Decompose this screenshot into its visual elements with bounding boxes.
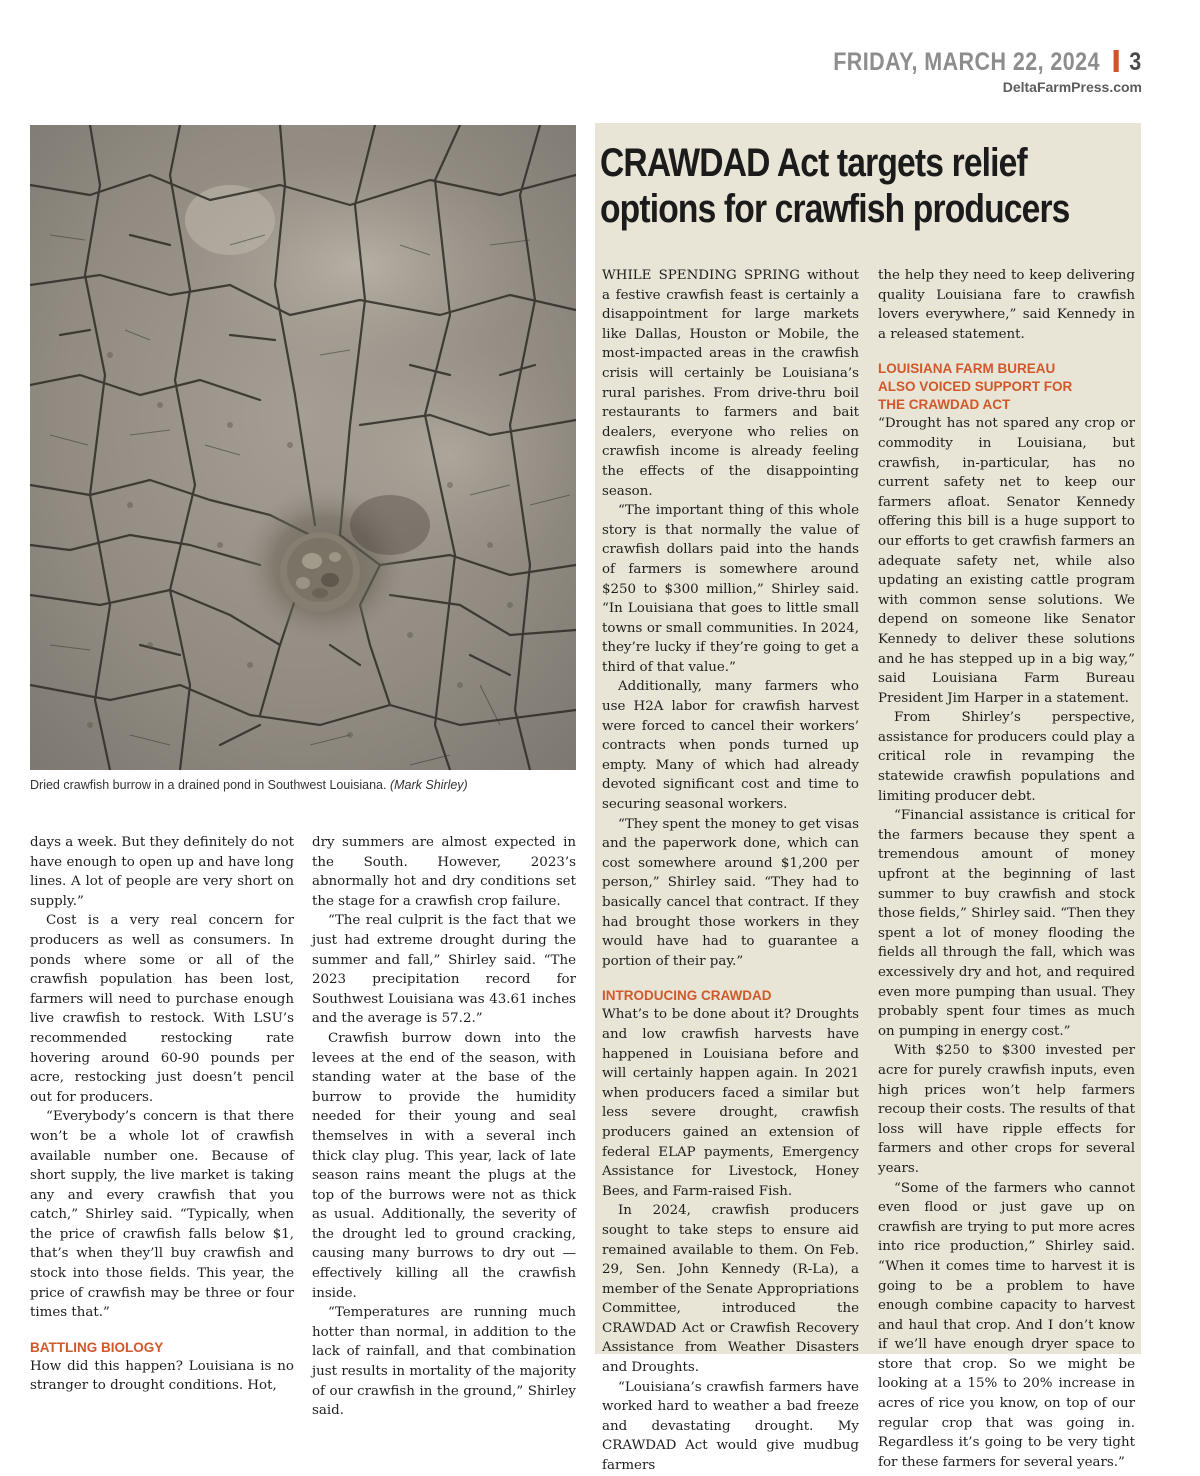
subhead-line: LOUISIANA FARM BUREAU: [878, 361, 1056, 377]
paragraph: days a week. But they definitely do not have enough to open up and have long lines. A lot of people are very short on supply.”: [30, 835, 294, 909]
subhead-introducing-crawdad: INTRODUCING CRAWDAD: [602, 988, 772, 1004]
photo-credit: (Mark Shirley): [389, 778, 468, 792]
sidebar-column-1: [602, 266, 859, 1476]
main-column-1: [30, 833, 294, 1396]
dried-burrow-photo: [30, 125, 576, 770]
photo-caption: [30, 778, 576, 792]
paragraph: How did this happen? Louisiana is no stranger to drought conditions. Hot,: [30, 1358, 294, 1394]
main-column-2: [312, 833, 576, 1421]
paragraph: Cost is a very real concern for producers as well as consumers. In ponds where some or all of the crawfish population has been lost, farmers will need to purchase enough live crawfish to restock. With LSU’s recommended restocking rate hovering around 60-90 pounds per acre, restocking just doesn’t pencil out for producers.: [30, 913, 294, 1105]
paragraph: “The important thing of this whole story is that normally the value of crawfish dollars paid into the hands of farmers is somewhere around $250 to $300 million,” Shirley said. “In Louisiana that goes to little small towns or small communities. In 2024, they’re lucky if they’re going to get a third of that value.”: [602, 503, 859, 675]
subhead-farm-bureau: [878, 360, 1135, 414]
subhead-line: ALSO VOICED SUPPORT FOR: [878, 379, 1073, 395]
sidebar-headline: [600, 140, 1070, 232]
paragraph: “Louisiana’s crawfish farmers have worked hard to weather a bad freeze and devastating drought. My CRAWDAD Act would give mudbug farmers: [602, 1379, 859, 1474]
paragraph: In 2024, crawfish producers sought to take steps to ensure aid remained available to them. On Feb. 29, Sen. John Kennedy (R-La), a member of the Senate Appropriations Committee, introduced the CRAWDAD Act or Crawfish Recovery Assistance from Weather Disasters and Droughts.: [602, 1203, 859, 1376]
paragraph: dry summers are almost expected in the South. However, 2023’s abnormally hot and dry conditions set the stage for a crawfish crop failure.: [312, 835, 576, 909]
dateline: [834, 48, 1142, 77]
paragraph: “Everybody’s concern is that there won’t be a whole lot of crawfish available number one. Because of short supply, the live market is taking any and every crawfish that you catch,” Shirley said. “Typically, when the price of crawfish falls below $1, that’s when they’ll buy crawfish and stock into those fields. This year, the price of crawfish may be three or four times that.”: [30, 1109, 294, 1321]
website-link[interactable]: DeltaFarmPress.com: [1002, 79, 1142, 95]
page-number: 3: [1129, 48, 1142, 76]
page-header: [783, 48, 1142, 95]
headline-line-2: options for crawfish producers: [600, 187, 1070, 231]
paragraph: “Temperatures are running much hotter than normal, in addition to the lack of rainfall, and that combination just results in mortality of the majority of our crawfish in the ground,” Shirley said.: [312, 1305, 576, 1419]
paragraph: “Financial assistance is critical for the farmers because they spent a tremendous amount of money upfront at the beginning of last summer to buy crawfish and stock those fields,” Shirley said. “Then they spent a lot of money flooding the fields all through the fall, which was excessively dry and hot, and required even more pumping than usual. They probably spent four times as much on pumping in energy cost.”: [878, 808, 1135, 1039]
paragraph: What’s to be done about it? Droughts and low crawfish harvests have happened in Louisiana before and will certainly happen again. In 2021 when producers faced a similar but less severe drought, crawfish producers gained an extension of federal ELAP payments, Emergency Assistance for Livestock, Honey Bees, and Farm-raised Fish.: [602, 1007, 859, 1199]
paragraph: “Drought has not spared any crop or commodity in Louisiana, but crawfish, in-particular, has no current safety net to keep our farmers afloat. Senator Kennedy offering this bill is a huge support to our efforts to get crawfish farmers an adequate safety net, while also updating an existing cattle program with common sense solutions. We depend on someone like Senator Kennedy to deliver these solutions and he has stepped up in a big way,” said Louisiana Farm Bureau President Jim Harper in a statement.: [878, 416, 1135, 706]
paragraph: Crawfish burrow down into the levees at the end of the season, with standing water at the base of the burrow to provide the humidity needed for their young and seal themselves in with a several inch thick clay plug. This year, lack of late season rains meant the plugs at the top of the burrows were not as thick as usual. Additionally, the severity of the drought led to ground cracking, causing many burrows to dry out — effectively killing all the crawfish inside.: [312, 1030, 576, 1301]
subhead-line: THE CRAWDAD ACT: [878, 397, 1011, 413]
paragraph: Additionally, many farmers who use H2A labor for crawfish harvest were forced to cancel their workers’ contracts when ponds turned up empty. Many of which had already devoted significant cost and time to securing seasonal workers.: [602, 679, 859, 813]
paragraph: “Some of the farmers who cannot even flood or just gave up on crawfish are trying to put more acres into rice production,” Shirley said. “When it comes time to harvest it is going to be a problem to have enough combine capacity to harvest and haul that crop. And I don’t know if we’ll have enough dryer space to store that crop. So we might be looking at a 15% to 20% increase in acres of rice you know, on top of our regular crop that was going in. Regardless it’s going to be very tight for these farmers for several years.”: [878, 1180, 1135, 1470]
sidebar-column-2: [878, 266, 1135, 1472]
paragraph: “They spent the money to get visas and the paperwork done, which can cost somewhere around $1,200 per person,” Shirley said. “They had to basically cancel that contract. If they had brought those workers in they would have had to guarantee a portion of their pay.”: [602, 816, 859, 969]
headline-line-1: CRAWDAD Act targets relief: [600, 141, 1027, 185]
lead-text: without a festive crawfish feast is certainly a disappointment for large markets like Dallas, Houston or Mobile, the most-impacted areas in the crawfish crisis will certainly be Louisiana’s rural parishes. From drive-thru boil restaurants to farmers and bait dealers, everyone who relies on crawfish income is already feeling the effects of the disappointing season.: [602, 268, 860, 499]
divider-bar: [1114, 50, 1119, 72]
lead-in: WHILE SPENDING SPRING: [602, 268, 800, 283]
paragraph: From Shirley’s perspective, assistance for producers could play a critical role in revamping the statewide crawfish populations and limiting producer debt.: [878, 710, 1135, 804]
issue-date: FRIDAY, MARCH 22, 2024: [833, 48, 1101, 76]
paragraph: [602, 266, 859, 501]
caption-text: Dried crawfish burrow in a drained pond in Southwest Louisiana.: [30, 778, 387, 792]
subhead-battling-biology: BATTLING BIOLOGY: [30, 1339, 164, 1355]
paragraph: With $250 to $300 invested per acre for purely crawfish inputs, even high prices won’t help farmers recoup their costs. The results of that loss will have ripple effects for farmers and other crops for several years.: [878, 1043, 1135, 1176]
paragraph: the help they need to keep delivering quality Louisiana fare to crawfish lovers everywhere,” said Kennedy in a released statement.: [878, 268, 1135, 342]
paragraph: “The real culprit is the fact that we just had extreme drought during the summer and fall,” Shirley said. “The 2023 precipitation record for Southwest Louisiana was 43.61 inches and the average is 57.2.”: [312, 913, 576, 1027]
